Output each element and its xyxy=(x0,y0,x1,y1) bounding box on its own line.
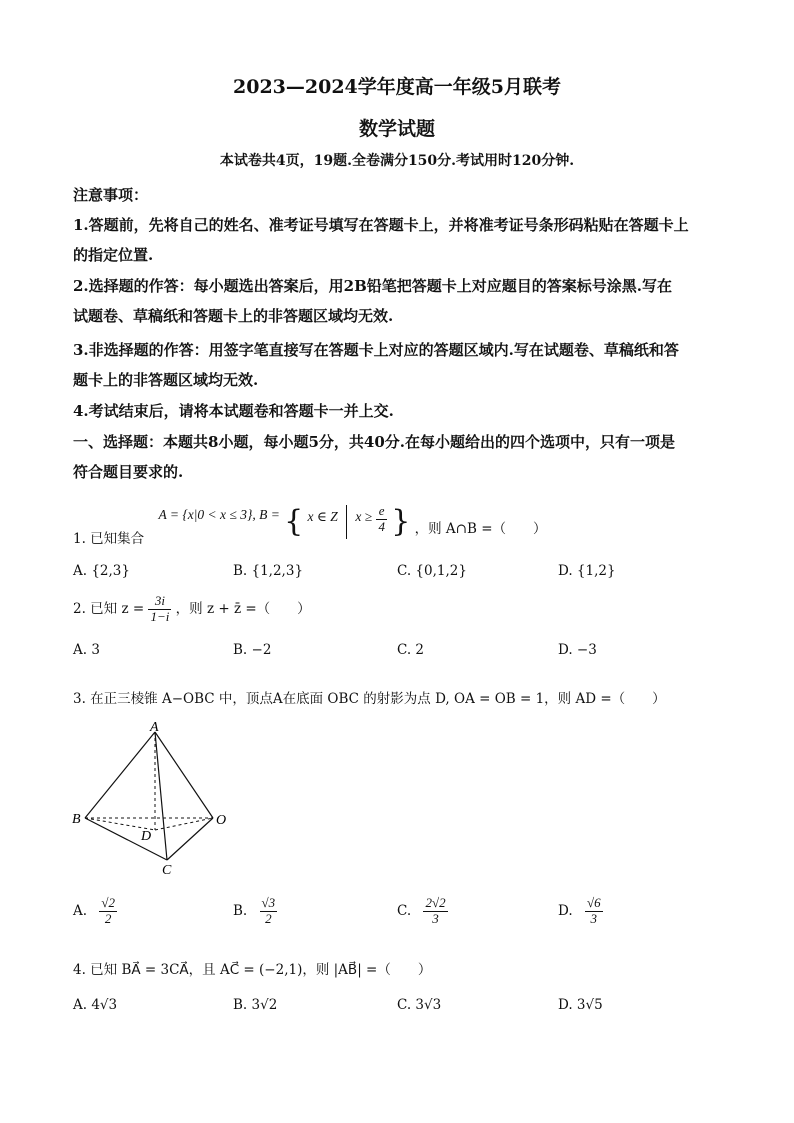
notes-heading: 注意事项： xyxy=(73,186,149,204)
q4-option-d: D. 3√5 xyxy=(558,997,603,1013)
q2-suffix: ，则 z + z̄ =（ ） xyxy=(175,600,311,617)
q2-prefix: 2. 已知 z = xyxy=(73,600,145,617)
q4-option-b: B. 3√2 xyxy=(233,997,278,1013)
section-heading-cont: 符合题目要求的. xyxy=(73,463,184,481)
subject-title: 数学试题 xyxy=(358,118,435,140)
q3-option-d: D. $\frac{√6}{3}$ xyxy=(558,895,601,926)
question-1 xyxy=(73,497,547,547)
set-divider xyxy=(346,505,347,539)
q2-option-a: A. 3 xyxy=(73,642,100,658)
q1-option-d: D. {1,2} xyxy=(558,563,616,579)
section-heading: 一、选择题：本题共8小题，每小题5分，共40分.在每小题给出的四个选项中，只有一项是 xyxy=(73,433,675,451)
label-o: O xyxy=(216,813,227,828)
q1-option-c: C. {0,1,2} xyxy=(397,563,467,579)
label-c: C xyxy=(162,863,172,878)
label-d: D xyxy=(141,829,152,844)
q3-option-c: C. $\frac{2√2}{3}$ xyxy=(397,895,446,926)
label-a: A xyxy=(150,722,159,735)
tetrahedron-figure xyxy=(70,722,240,882)
note-line: 试题卷、草稿纸和答题卡上的非答题区域均无效. xyxy=(73,307,394,325)
q1-option-b: B. {1,2,3} xyxy=(233,563,304,579)
q1-suffix: ，则 A∩B =（ ） xyxy=(414,521,547,537)
q4-option-c: C. 3√3 xyxy=(397,997,442,1013)
edge-ao xyxy=(155,732,213,818)
q1-set-b-right: x ≥ xyxy=(355,509,373,524)
q2-option-b: B. −2 xyxy=(233,642,272,658)
note-line: 3.非选择题的作答：用签字笔直接写在答题卡上对应的答题区域内.写在试题卷、草稿纸和答 xyxy=(73,341,679,359)
note-line: 4.考试结束后，请将本试题卷和答题卡一并上交. xyxy=(73,402,394,420)
paper-title: 2023—2024学年度高一年级5月联考 xyxy=(233,76,561,98)
note-line: 2.选择题的作答：每小题选出答案后，用2B铅笔把答题卡上对应题目的答案标号涂黑.写在 xyxy=(73,277,673,295)
q4-option-a: A. 4√3 xyxy=(73,997,118,1013)
note-line: 题卡上的非答题区域均无效. xyxy=(73,371,259,389)
brace-right: } xyxy=(391,504,411,539)
q3-option-b: B. $\frac{√3}{2}$ xyxy=(233,895,276,926)
question-2 xyxy=(73,594,311,625)
brace-left: { xyxy=(284,504,304,539)
q2-option-d: D. −3 xyxy=(558,642,597,658)
note-line: 的指定位置. xyxy=(73,246,154,264)
q1-set-b-left: x ∈ Z xyxy=(307,509,338,524)
edge-co xyxy=(167,818,213,860)
edge-ac xyxy=(155,732,167,860)
q3-option-a: A. $\frac{√2}{2}$ xyxy=(73,895,115,926)
q2-fraction: $\frac{3i}{1-i}$ xyxy=(150,593,170,624)
paper-info: 本试卷共4页，19题.全卷满分150分.考试用时120分钟. xyxy=(219,153,575,169)
question-4: 4. 已知 BA⃗ = 3CA⃗，且 AC⃗ = (−2,1)，则 |AB⃗| =（ ） xyxy=(73,962,432,978)
question-3: 3. 在正三棱锥 A−OBC 中，顶点A在底面 OBC 的射影为点 D, OA = OB = 1，则 AD =（ ） xyxy=(73,691,666,707)
label-b: B xyxy=(72,812,81,827)
q1-prefix: 1. 已知集合 xyxy=(73,531,145,547)
q1-set-a: A = {x|0 < x ≤ 3}, B = xyxy=(158,507,280,522)
note-line: 1.答题前，先将自己的姓名、准考证号填写在答题卡上，并将准考证号条形码粘贴在答题卡上 xyxy=(73,216,689,234)
q1-option-a: A. {2,3} xyxy=(73,563,130,579)
q1-fraction: $\frac{e}{4}$ xyxy=(378,503,385,534)
edge-ab xyxy=(85,732,155,818)
q2-option-c: C. 2 xyxy=(397,642,425,658)
